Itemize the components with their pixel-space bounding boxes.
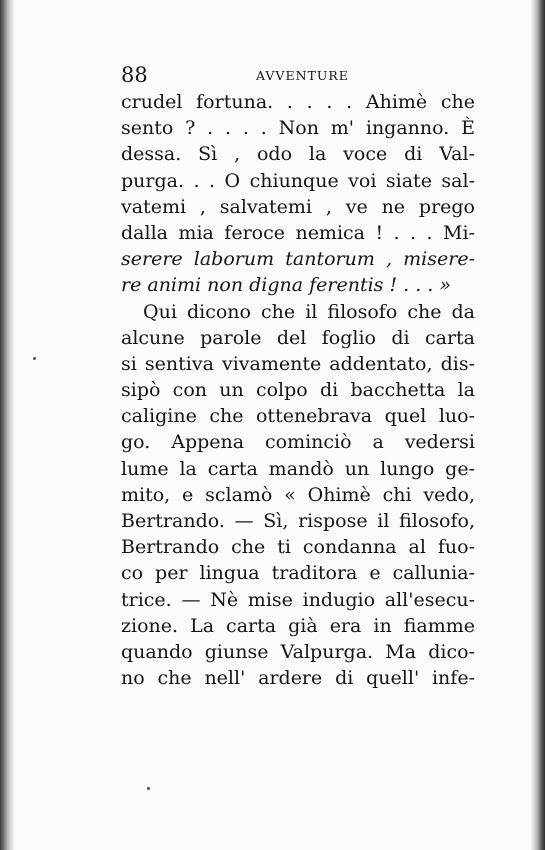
page-number: 88 xyxy=(121,63,148,87)
ink-speck xyxy=(147,787,150,790)
body-text xyxy=(121,89,475,691)
text-line: lume la carta mandò un lungo ge- xyxy=(121,457,475,480)
text-line: dalla mia feroce nemica ! . . . Mi- xyxy=(121,221,475,244)
right-page-edge xyxy=(531,0,545,850)
page-header xyxy=(121,62,473,88)
text-line: crudel fortuna. . . . . Ahimè che xyxy=(121,91,475,113)
text-line: co per lingua traditora e callunia- xyxy=(121,562,475,585)
text-line: zione. La carta già era in fiamme xyxy=(121,614,475,637)
text-line: sento ? . . . . Non m' inganno. È xyxy=(121,117,475,140)
text-line: go. Appena cominciò a vedersi xyxy=(121,431,475,454)
text-line: sipò con un colpo di bacchetta la xyxy=(121,379,475,402)
text-line: purga. . . O chiunque voi siate sal- xyxy=(121,169,475,192)
text-line: quando giunse Valpurga. Ma dico- xyxy=(121,640,475,663)
text-line: Bertrando. — Sì, rispose il filosofo, xyxy=(121,510,475,532)
paragraph-first-line: Qui dicono che il filosofo che da xyxy=(143,300,475,323)
text-line: alcune parole del foglio di carta xyxy=(121,326,475,349)
text-line-italic: re animi non digna ferentis ! . . . » xyxy=(121,274,451,297)
text-line: trice. — Nè mise indugio all'esecu- xyxy=(121,588,475,611)
text-line: mito, e sclamò « Ohimè chi vedo, xyxy=(121,483,475,506)
text-line: Bertrando che ti condanna al fuo- xyxy=(121,536,475,559)
text-line-italic: serere laborum tantorum , misere- xyxy=(121,248,475,271)
text-line: dessa. Sì , odo la voce di Val- xyxy=(121,143,475,166)
text-line: caligine che ottenebrava quel luo- xyxy=(121,405,475,428)
running-title: AVVENTURE xyxy=(256,68,349,83)
text-line: si sentiva vivamente addentato, dis- xyxy=(121,352,475,375)
ink-speck xyxy=(33,357,36,360)
text-line: vatemi , salvatemi , ve ne prego xyxy=(121,195,475,218)
left-page-edge xyxy=(0,0,14,850)
text-line: no che nell' ardere di quell' infe- xyxy=(121,667,475,690)
